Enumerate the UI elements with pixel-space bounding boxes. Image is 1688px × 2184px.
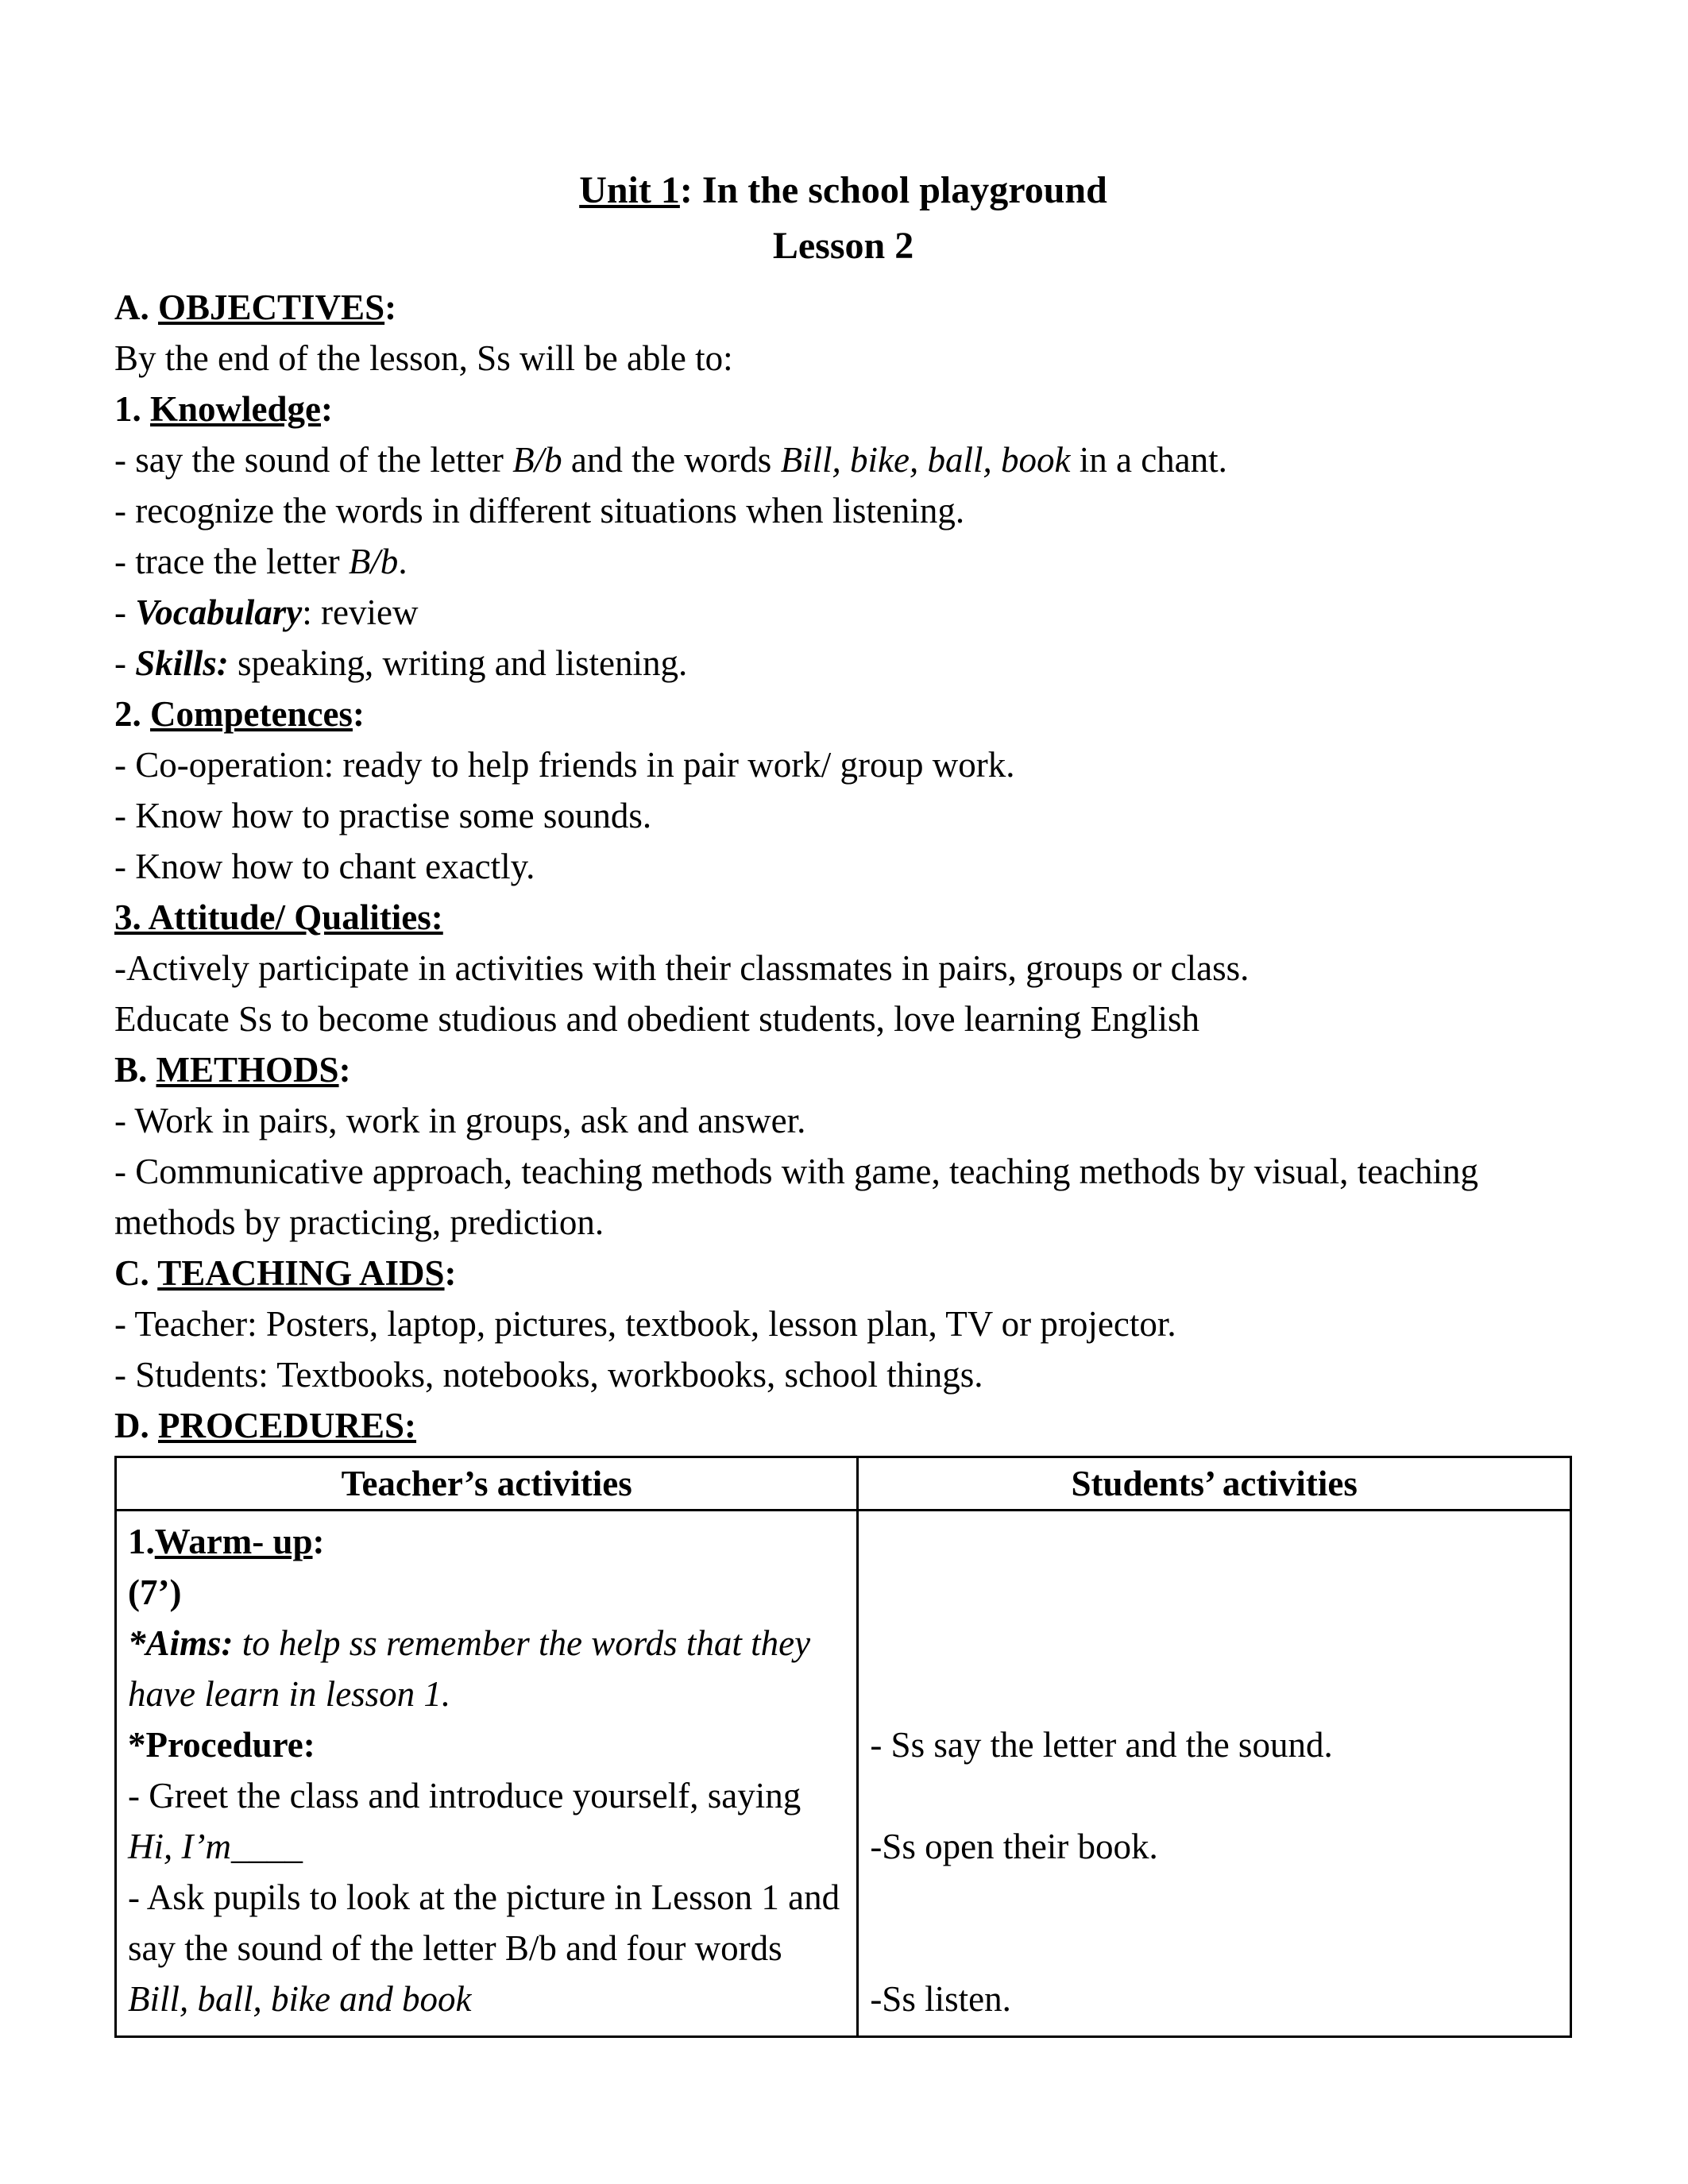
table-header-students-activities: Students’ activities [858, 1457, 1571, 1511]
heading-attitude: 3. Attitude/ Qualities: [114, 897, 443, 937]
knowledge-item-2: - recognize the words in different situations when listening. [114, 491, 965, 531]
heading-methods: B. METHODS: [114, 1050, 351, 1090]
heading-teaching-aids: C. TEACHING AIDS: [114, 1253, 457, 1293]
warm-up-step-1: - Greet the class and introduce yourself, saying Hi, I’m____ [128, 1776, 802, 1866]
warm-up-duration: (7’) [128, 1572, 182, 1612]
document-body [114, 282, 1572, 1451]
knowledge-vocabulary: - Vocabulary: review [114, 592, 419, 632]
attitude-item-2: Educate Ss to become studious and obedient students, love learning English [114, 999, 1199, 1039]
warm-up-aims: *Aims: to help ss remember the words that they have learn in lesson 1. [128, 1623, 811, 1714]
knowledge-item-3: - trace the letter B/b. [114, 542, 408, 581]
teacher-activities-cell [116, 1511, 858, 2037]
methods-item-1: - Work in pairs, work in groups, ask and answer. [114, 1101, 806, 1140]
procedures-table [114, 1456, 1572, 2038]
student-activity-3: -Ss listen. [870, 1979, 1011, 2019]
heading-objectives: A. OBJECTIVES: [114, 287, 397, 327]
objectives-intro: By the end of the lesson, Ss will be able to: [114, 338, 733, 378]
warm-up-procedure-head: *Procedure: [128, 1725, 315, 1765]
competences-item-3: - Know how to chant exactly. [114, 847, 535, 886]
warm-up-heading: 1.Warm- up: [128, 1522, 325, 1561]
methods-item-2: - Communicative approach, teaching methods with game, teaching methods by visual, teaching methods by practicing, prediction. [114, 1152, 1479, 1242]
heading-procedures: D. PROCEDURES: [114, 1406, 417, 1445]
aids-teacher: - Teacher: Posters, laptop, pictures, textbook, lesson plan, TV or projector. [114, 1304, 1176, 1344]
students-activities-cell [858, 1511, 1571, 2037]
competences-item-1: - Co-operation: ready to help friends in pair work/ group work. [114, 745, 1015, 785]
heading-knowledge: 1. Knowledge: [114, 389, 334, 429]
table-row-warm-up [116, 1511, 1571, 2037]
student-activity-1: - Ss say the letter and the sound. [870, 1725, 1333, 1765]
heading-competences: 2. Competences: [114, 694, 365, 734]
attitude-item-1: -Actively participate in activities with their classmates in pairs, groups or class. [114, 948, 1250, 988]
aids-students: - Students: Textbooks, notebooks, workbooks, school things. [114, 1355, 983, 1395]
warm-up-step-2: - Ask pupils to look at the picture in Lesson 1 and say the sound of the letter B/b and four words Bill, ball, bike and book [128, 1877, 840, 2019]
student-activity-2: -Ss open their book. [870, 1827, 1158, 1866]
title-line-unit: Unit 1: In the school playground [579, 169, 1107, 211]
table-header-teacher-activities: Teacher’s activities [116, 1457, 858, 1511]
competences-item-2: - Know how to practise some sounds. [114, 796, 652, 835]
knowledge-item-1: - say the sound of the letter B/b and the words Bill, bike, ball, book in a chant. [114, 440, 1227, 480]
table-header-row [116, 1457, 1571, 1511]
knowledge-skills: - Skills: speaking, writing and listening. [114, 643, 688, 683]
title-line-lesson: Lesson 2 [772, 225, 914, 267]
document-title [114, 163, 1572, 274]
